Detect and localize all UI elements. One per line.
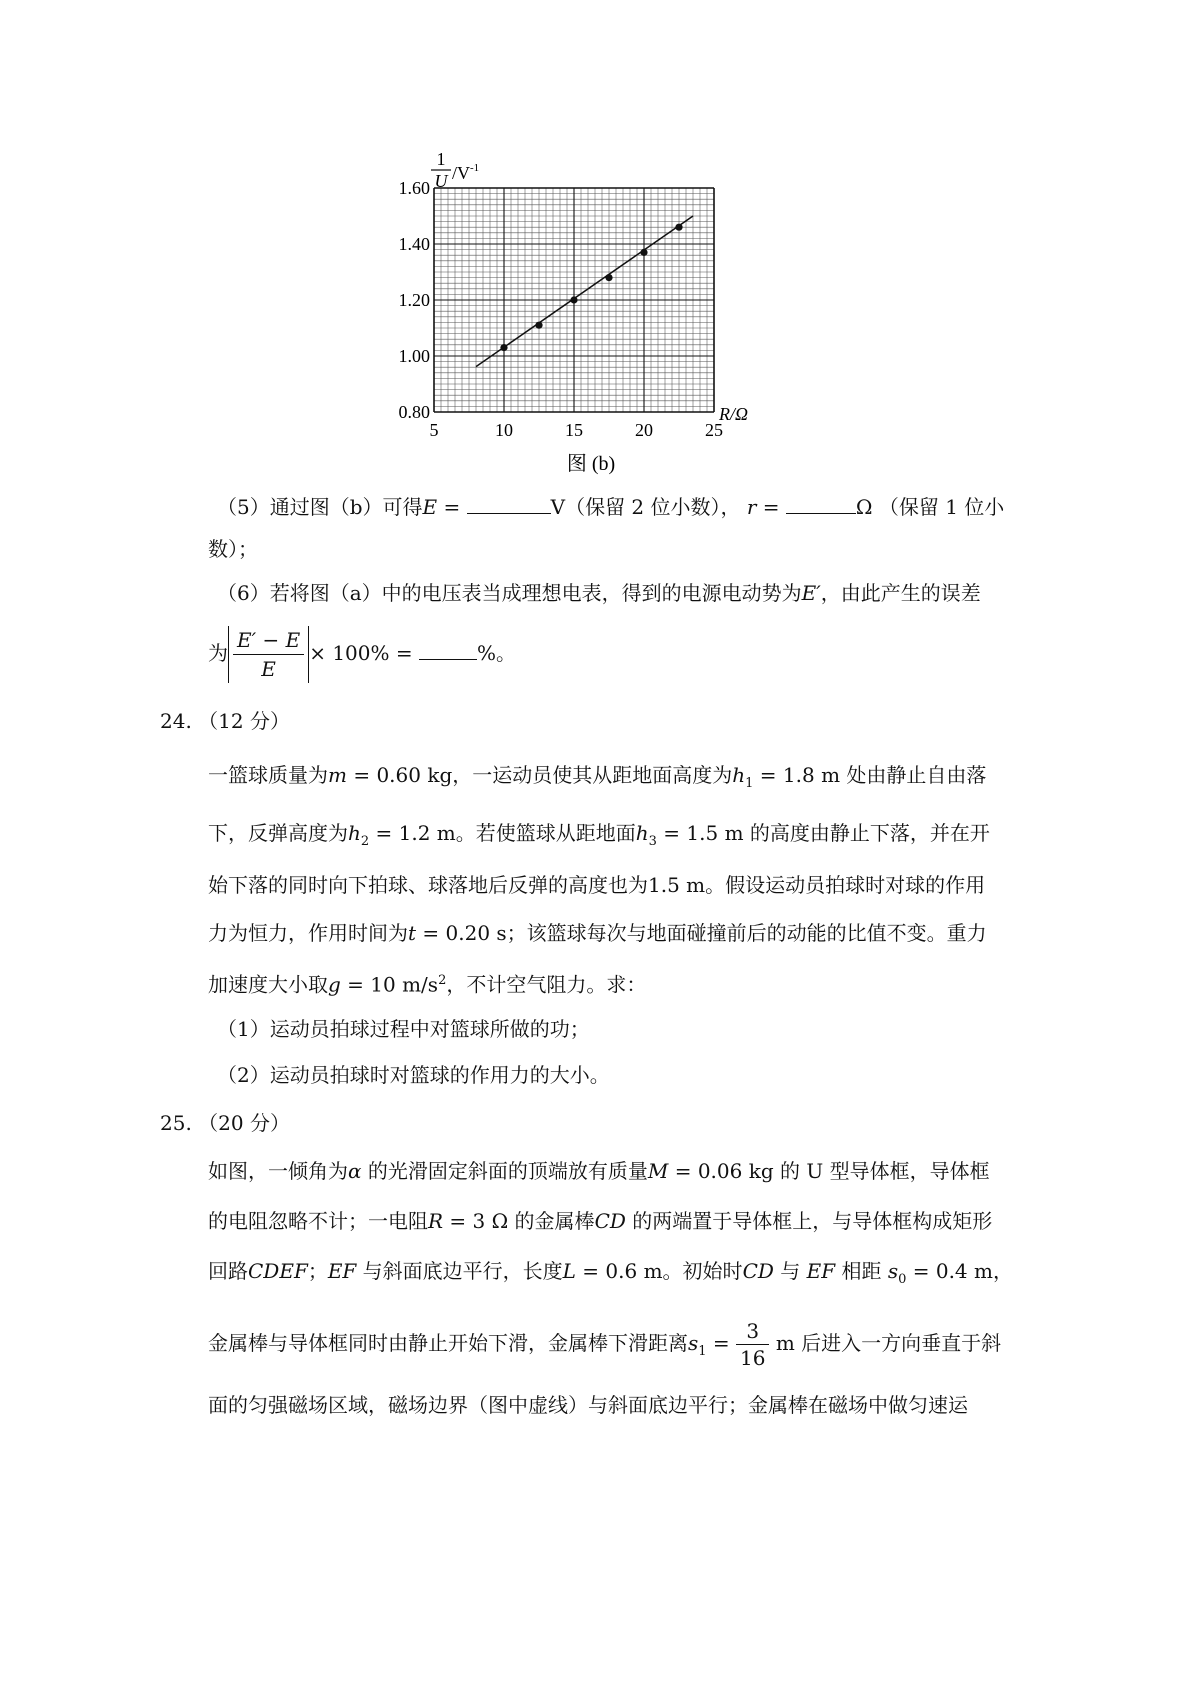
q6-text-e: %。 [476,641,516,665]
y-tick-label: 1.40 [398,234,430,254]
question-5-line2 [208,534,258,564]
problem-24-line2 [208,818,990,857]
y-tick-label: 0.80 [398,402,430,422]
x-tick-label: 10 [495,420,513,440]
figure-caption: 图 (b) [566,453,616,475]
p25-var-s0: s [887,1259,899,1283]
q5-text-d: 数）； [208,537,258,561]
p24-var-h2: h [348,821,361,845]
p25-l4b: m 后进入一方向垂直于斜 [769,1331,1002,1355]
fraction-numerator: E′ − E [233,626,304,655]
p25-var-R: R [428,1209,444,1233]
p24-var-h1: h [732,763,746,787]
fraction-denominator: E [261,657,276,681]
p24-l2b: = 1.2 m。若使篮球从距地面 [369,821,636,845]
problem-25-line4 [208,1318,1001,1371]
p24-l2c: = 1.5 m 的高度由静止下落，并在开 [656,821,990,845]
p25-var-L: L [562,1259,576,1283]
x-tick-label: 25 [705,420,723,440]
q5-text-a: （5）通过图（b）可得 [217,495,423,519]
problem-24-line3: 始下落的同时向下拍球、球落地后反弹的高度也为1.5 m。假设运动员拍球时对球的作用 [208,873,986,897]
problem-24-line1 [208,760,986,799]
problem-24-line5 [208,966,646,1000]
data-point [500,344,507,351]
p24-l5a: 加速度大小取 [208,972,328,997]
answer-blank-r[interactable] [786,495,856,514]
p25-var-M: M [647,1159,669,1183]
q5-var-E: E [422,495,438,519]
error-fraction [233,626,304,683]
x-tick-labels [430,420,724,440]
data-point [605,274,612,281]
ylabel-denominator: U [434,171,448,191]
q5-eq: = [437,495,467,519]
p25-l3b: ； [307,1259,328,1283]
q5-text-c: Ω （保留 1 位小 [855,495,1005,519]
p25-l2a: 的电阻忽略不计；一电阻 [208,1209,428,1233]
p25-var-EF: EF [327,1259,357,1283]
p24-var-h3: h [635,821,649,845]
p25-var-alpha: α [348,1159,362,1183]
q6-text-b: ，由此产生的误差 [820,581,981,605]
p25-l3d: = 0.6 m。初始时 [575,1259,743,1283]
problem-25-heading: 25. （20 分） [160,1111,290,1135]
problem-24-heading: 24. （12 分） [160,709,290,733]
s1-fraction-denominator: 16 [740,1346,766,1370]
p24-l2a: 下，反弹高度为 [208,821,348,845]
p24-l1c: = 1.8 m 处由静止自由落 [753,763,987,787]
p25-l3g: = 0.4 m， [906,1259,1013,1283]
p24-sub-2: 2 [360,834,370,849]
p25-l3a: 回路 [208,1259,248,1283]
p24-var-g: g [328,972,341,997]
p24-sub-3: 3 [648,834,657,849]
problem-24-sub2: （2）运动员拍球时对篮球的作用力的大小。 [217,1063,610,1087]
q5-text-b: V（保留 2 位小数）， [550,495,741,519]
q6-var-Eprime: E′ [801,581,821,605]
question-6-line2 [208,626,516,683]
s1-fraction-numerator: 3 [736,1318,769,1345]
p25-sub-1: 1 [698,1344,707,1359]
problem-24-line4 [208,918,987,948]
p25-var-CD-2: CD [742,1259,774,1283]
p24-l4a: 力为恒力，作用时间为 [208,921,408,945]
p25-l2c: 的两端置于导体框上，与导体框构成矩形 [625,1209,993,1233]
y-tick-label: 1.00 [398,346,430,366]
x-tick-label: 5 [429,420,439,440]
problem-24-sub1: （1）运动员拍球过程中对篮球所做的功； [217,1017,590,1041]
p25-l1c: = 0.06 kg 的 U 型导体框，导体框 [668,1159,990,1183]
p24-l1a: 一篮球质量为 [208,763,328,787]
p24-sup-2: 2 [438,973,447,988]
p25-l3f: 相距 [835,1259,888,1283]
p24-sub-1: 1 [745,776,754,791]
p24-l4b: = 0.20 s；该篮球每次与地面碰撞前后的动能的比值不变。重力 [416,921,987,945]
problem-25-line2 [208,1206,992,1236]
p25-l1a: 如图，一倾角为 [208,1159,348,1183]
p25-l4a: 金属棒与导体框同时由静止开始下滑，金属棒下滑距离 [208,1331,688,1355]
y-tick-labels [399,178,431,422]
figure-b-chart [398,149,840,520]
y-tick-label: 1.60 [398,178,430,198]
xlabel: R/Ω [719,404,749,424]
question-5-line1 [217,492,1004,522]
y-tick-label: 1.20 [398,290,430,310]
p24-l5b: = 10 m/s [340,972,439,997]
p25-sub-0: 0 [898,1272,907,1287]
p25-var-CD: CD [594,1209,626,1233]
ylabel-unit: $/V^{-1}$ [452,162,480,183]
q6-text-c: 为 [208,641,228,665]
p25-var-CDEF: CDEF [248,1259,308,1283]
p25-var-EF-2: EF [806,1259,836,1283]
data-point [570,296,577,303]
question-6-line1 [217,578,981,608]
p24-l5c: ，不计空气阻力。求： [446,972,647,997]
p25-l4eq: = [706,1331,737,1355]
problem-25-line5: 面的匀强磁场区域，磁场边界（图中虚线）与斜面底边平行；金属棒在磁场中做匀速运 [208,1393,968,1417]
answer-blank-error[interactable] [419,641,477,660]
abs-value-bars [228,626,309,683]
p25-l3e: 与 [773,1259,807,1283]
x-tick-label: 15 [565,420,583,440]
p24-l1b: = 0.60 kg，一运动员使其从距地面高度为 [346,763,733,787]
p25-l2b: = 3 Ω 的金属棒 [443,1209,595,1233]
p25-l3c: 与斜面底边平行，长度 [356,1259,563,1283]
p25-l1b: 的光滑固定斜面的顶端放有质量 [361,1159,648,1183]
data-point [535,322,542,329]
s1-fraction [736,1318,769,1371]
data-point [675,224,682,231]
q5-var-r: r [746,495,757,519]
q6-text-d: × 100% = [309,641,419,665]
x-tick-label: 20 [635,420,653,440]
problem-25-line3 [208,1256,1013,1295]
p24-var-m: m [328,763,347,787]
ylabel-numerator: 1 [436,149,446,169]
p24-var-t: t [408,921,417,945]
q5-eq2: = [756,495,786,519]
q6-text-a: （6）若将图（a）中的电压表当成理想电表，得到的电源电动势为 [217,581,802,605]
answer-blank-E[interactable] [467,495,551,514]
problem-25-line1 [208,1156,990,1186]
data-point [640,249,647,256]
p25-var-s1: s [688,1331,699,1355]
